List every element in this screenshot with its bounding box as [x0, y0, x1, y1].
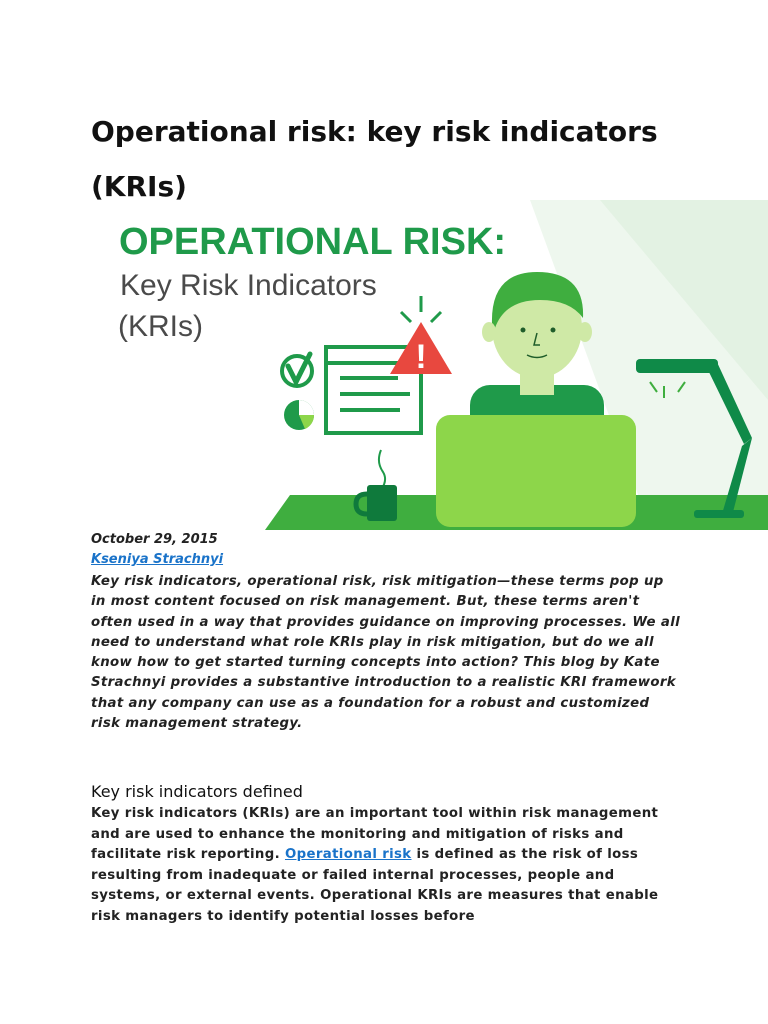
alert-warning-icon: [390, 296, 452, 376]
publish-date: October 29, 2015: [91, 532, 218, 547]
checkmark-icon: [282, 354, 312, 386]
section-text-before-link: Key risk indicators (KRIs) are an important tool within risk management and are used to enhance the monitoring and mitigation of risks and facilitate risk reporting.: [91, 806, 659, 862]
section-heading: Key risk indicators defined: [91, 782, 303, 801]
hero-heading: OPERATIONAL RISK:: [119, 221, 507, 263]
pie-chart-icon: [284, 400, 314, 430]
hero-illustration: [0, 200, 768, 530]
page-title: Operational risk: key risk indicators (KRIs): [91, 115, 658, 203]
operational-risk-link[interactable]: Operational risk: [284, 847, 412, 862]
alert-symbol: !: [415, 338, 427, 376]
author-link[interactable]: Kseniya Strachnyi: [91, 552, 224, 567]
intro-paragraph: Key risk indicators, operational risk, risk mitigation—these terms pop up in most content focused on risk management. But, these terms aren't often used in a way that provides guidance on improving processes. We all need to understand what role KRIs play in risk mitigation, but do we all know how to get started turning concepts into action? This blog by Kate Strachnyi provides a substantive introduction to a realistic KRI framework that any company can use as a foundation for a robust and customized risk management strategy.: [91, 574, 681, 732]
section-paragraph: [91, 804, 681, 927]
article-meta: [91, 530, 691, 570]
laptop: [436, 415, 636, 527]
hero-subheading-line2: (KRIs): [118, 310, 203, 343]
hero-subheading-line1: Key Risk Indicators: [120, 269, 377, 302]
section-text-after-link: is defined as the risk of loss resulting from inadequate or failed internal processes, people and systems, or external events. Operational KRIs are measures that enable risk managers to identify potential losses before: [91, 847, 659, 924]
